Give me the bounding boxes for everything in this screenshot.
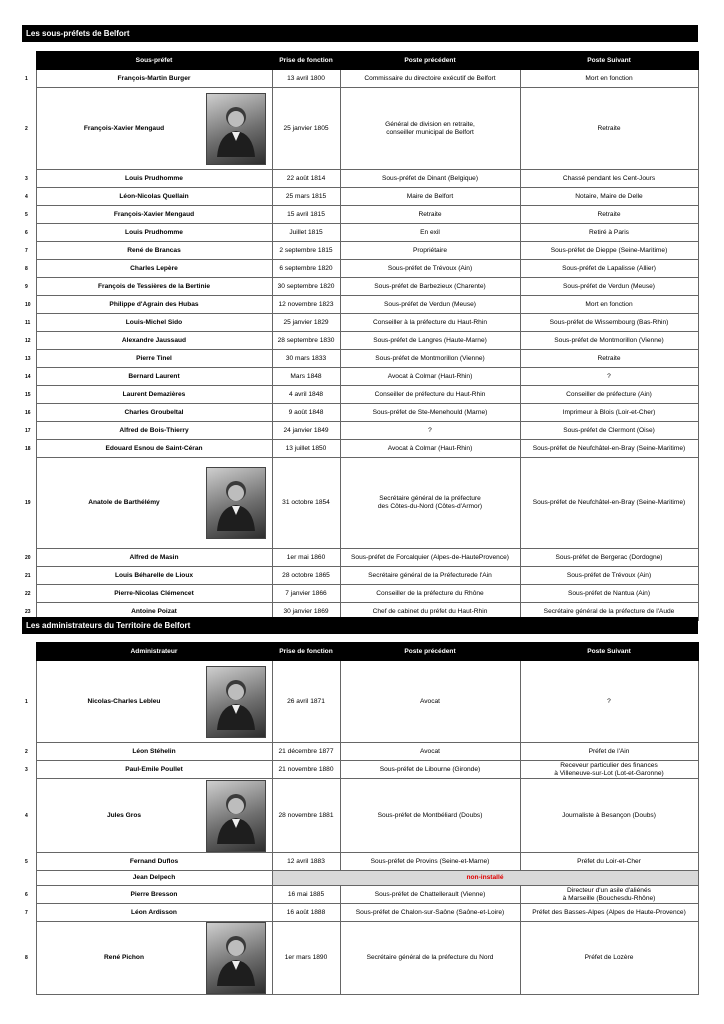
date-cell: 16 août 1888 (272, 904, 340, 922)
status-note: non-installé (272, 871, 698, 886)
date-cell: 28 septembre 1830 (272, 332, 340, 350)
table-row (22, 332, 698, 350)
table-row (22, 853, 698, 871)
row-number: 4 (25, 193, 28, 200)
next-post-cell: Sous-préfet de Nantua (Ain) (520, 585, 698, 603)
sous-prefets-table (22, 51, 699, 621)
previous-post-cell: Propriétaire (340, 242, 520, 260)
date-cell: Juillet 1815 (272, 224, 340, 242)
person-name: Louis-Michel Sido (36, 314, 272, 332)
date-cell: 7 janvier 1866 (272, 585, 340, 603)
previous-post-cell: Sous-préfet de Montbéliard (Doubs) (340, 779, 520, 853)
portrait-image (206, 780, 266, 852)
next-post-cell: Conseiller de préfecture (Ain) (520, 386, 698, 404)
date-cell: 22 août 1814 (272, 170, 340, 188)
date-cell: 12 avril 1883 (272, 853, 340, 871)
person-name: François de Tessières de la Bertinie (36, 278, 272, 296)
person-name: Nicolas-Charles Lebleu (87, 697, 161, 705)
next-post-cell: ? (520, 368, 698, 386)
row-number: 11 (25, 319, 31, 326)
row-number: 21 (25, 572, 31, 579)
row-number: 15 (25, 391, 31, 398)
previous-post-cell: Sous-préfet de Forcalquier (Alpes-de-HauteProvence) (340, 549, 520, 567)
next-post-cell: Sous-préfet de Montmorillon (Vienne) (520, 332, 698, 350)
previous-post-cell: Sous-préfet de Barbezieux (Charente) (340, 278, 520, 296)
header-prise-de-fonction: Prise de fonction (272, 52, 340, 70)
person-name: Pierre Bresson (36, 886, 272, 904)
person-name: Alexandre Jaussaud (36, 332, 272, 350)
next-post-cell: Sous-préfet de Bergerac (Dordogne) (520, 549, 698, 567)
row-number: 2 (25, 125, 28, 132)
table-row (22, 585, 698, 603)
next-post-cell: Préfet de Lozère (520, 922, 698, 995)
person-name: Charles Groubeltal (36, 404, 272, 422)
next-post-cell: Secrétaire général de la préfecture de l'Aude (520, 603, 698, 621)
next-post-cell: ? (520, 661, 698, 743)
next-post-cell: Retraite (520, 350, 698, 368)
next-post-cell: Mort en fonction (520, 296, 698, 314)
previous-post-cell: Avocat à Colmar (Haut-Rhin) (340, 440, 520, 458)
row-number: 1 (25, 698, 28, 705)
date-cell: 13 juillet 1850 (272, 440, 340, 458)
table-row (22, 458, 698, 549)
table-row (22, 871, 698, 886)
row-number: 9 (25, 283, 28, 290)
table-row (22, 242, 698, 260)
previous-post-cell: Maire de Belfort (340, 188, 520, 206)
table-row (22, 314, 698, 332)
next-post-cell: Sous-préfet de Trévoux (Ain) (520, 567, 698, 585)
person-name: Louis Prudhomme (36, 170, 272, 188)
row-number: 8 (25, 265, 28, 272)
header-administrateur: Administrateur (36, 643, 272, 661)
row-number: 3 (25, 766, 28, 773)
header-prise-de-fonction: Prise de fonction (272, 643, 340, 661)
next-post-cell: Directeur d'un asile d'aliénés à Marseille (Bouchesdu-Rhône) (520, 886, 698, 904)
date-cell: 21 novembre 1880 (272, 761, 340, 779)
person-name: Fernand Duflos (36, 853, 272, 871)
portrait-image (206, 922, 266, 994)
person-name: François-Xavier Mengaud (36, 206, 272, 224)
table-row (22, 170, 698, 188)
date-cell: 30 septembre 1820 (272, 278, 340, 296)
previous-post-cell: Sous-préfet de Montmorillon (Vienne) (340, 350, 520, 368)
person-name: Philippe d'Agrain des Hubas (36, 296, 272, 314)
previous-post-cell: Secrétaire général de la préfecture du Nord (340, 922, 520, 995)
table-row (22, 661, 698, 743)
person-name: Charles Lepère (36, 260, 272, 278)
date-cell: Mars 1848 (272, 368, 340, 386)
previous-post-cell: Sous-préfet de Chattellerault (Vienne) (340, 886, 520, 904)
date-cell: 12 novembre 1823 (272, 296, 340, 314)
header-poste-precedent: Poste précédent (340, 52, 520, 70)
next-post-cell: Retraite (520, 206, 698, 224)
person-name: Léon-Nicolas Quellain (36, 188, 272, 206)
previous-post-cell: Sous-préfet de Verdun (Meuse) (340, 296, 520, 314)
previous-post-cell: Secrétaire général de la préfecture des Côtes-du-Nord (Côtes-d'Armor) (340, 458, 520, 549)
person-name: René Pichon (104, 954, 144, 961)
portrait-image (206, 467, 266, 539)
person-name: Antoine Poizat (36, 603, 272, 621)
date-cell: 13 avril 1800 (272, 70, 340, 88)
header-sous-prefet: Sous-préfet (36, 52, 272, 70)
next-post-cell: Retiré à Paris (520, 224, 698, 242)
date-cell: 26 avril 1871 (272, 661, 340, 743)
previous-post-cell: Conseiller à la préfecture du Haut-Rhin (340, 314, 520, 332)
date-cell: 6 septembre 1820 (272, 260, 340, 278)
row-number: 19 (25, 500, 31, 506)
next-post-cell: Sous-préfet de Lapalisse (Allier) (520, 260, 698, 278)
previous-post-cell: Conseiller de la préfecture du Rhône (340, 585, 520, 603)
date-cell: 15 avril 1815 (272, 206, 340, 224)
person-name: Jules Gros (106, 811, 142, 819)
previous-post-cell: Sous-préfet de Provins (Seine-et-Marne) (340, 853, 520, 871)
section-title-administrateurs: Les administrateurs du Territoire de Belfort (22, 617, 698, 634)
next-post-cell: Sous-préfet de Neufchâtel-en-Bray (Seine-Maritime) (520, 458, 698, 549)
previous-post-cell: Sous-préfet de Chalon-sur-Saône (Saône-et-Loire) (340, 904, 520, 922)
table-row (22, 278, 698, 296)
person-name: Louis Prudhomme (36, 224, 272, 242)
date-cell: 16 mai 1885 (272, 886, 340, 904)
table-row (22, 922, 698, 995)
table-row (22, 404, 698, 422)
table-row (22, 350, 698, 368)
previous-post-cell: ? (340, 422, 520, 440)
previous-post-cell: Conseiller de préfecture du Haut-Rhin (340, 386, 520, 404)
next-post-cell: Préfet de l'Ain (520, 743, 698, 761)
row-number: 17 (25, 427, 31, 434)
person-name: Paul-Emile Poullet (36, 761, 272, 779)
next-post-cell: Préfet du Loir-et-Cher (520, 853, 698, 871)
previous-post-cell: En exil (340, 224, 520, 242)
next-post-cell: Chassé pendant les Cent-Jours (520, 170, 698, 188)
table-row (22, 549, 698, 567)
row-number: 2 (25, 748, 28, 755)
person-name: Léon Stéhelin (36, 743, 272, 761)
row-number: 18 (25, 445, 31, 452)
row-number: 13 (25, 355, 31, 362)
table-row (22, 779, 698, 853)
table-row (22, 70, 698, 88)
table-row (22, 440, 698, 458)
previous-post-cell: Secrétaire général de la Préfecturede l'Ain (340, 567, 520, 585)
next-post-cell: Receveur particulier des finances à Villeneuve-sur-Lot (Lot-et-Garonne) (520, 761, 698, 779)
row-number: 23 (25, 608, 31, 615)
next-post-cell: Imprimeur à Blois (Loir-et-Cher) (520, 404, 698, 422)
next-post-cell: Notaire, Maire de Delle (520, 188, 698, 206)
previous-post-cell: Retraite (340, 206, 520, 224)
date-cell: 1er mai 1860 (272, 549, 340, 567)
date-cell: 28 novembre 1881 (272, 779, 340, 853)
next-post-cell: Sous-préfet de Clermont (Oise) (520, 422, 698, 440)
row-number: 5 (25, 858, 28, 865)
date-cell: 9 août 1848 (272, 404, 340, 422)
next-post-cell: Retraite (520, 88, 698, 170)
row-number: 10 (25, 301, 31, 308)
portrait-image (206, 93, 266, 165)
row-number: 5 (25, 211, 28, 218)
table-row (22, 567, 698, 585)
table-row (22, 761, 698, 779)
row-number: 6 (25, 891, 28, 898)
date-cell: 30 mars 1833 (272, 350, 340, 368)
row-number: 3 (25, 175, 28, 182)
previous-post-cell: Sous-préfet de Ste-Menehould (Marne) (340, 404, 520, 422)
date-cell: 30 janvier 1869 (272, 603, 340, 621)
date-cell: 31 octobre 1854 (272, 458, 340, 549)
table-row (22, 260, 698, 278)
date-cell: 21 décembre 1877 (272, 743, 340, 761)
person-name: Léon Ardisson (36, 904, 272, 922)
previous-post-cell: Sous-préfet de Libourne (Gironde) (340, 761, 520, 779)
row-number: 7 (25, 909, 28, 916)
previous-post-cell: Avocat (340, 661, 520, 743)
row-number: 8 (25, 955, 28, 961)
table-row (22, 886, 698, 904)
row-number: 14 (25, 373, 31, 380)
person-name: Louis Béharelle de Lioux (36, 567, 272, 585)
header-poste-precedent: Poste précédent (340, 643, 520, 661)
person-name: Alfred de Bois-Thierry (36, 422, 272, 440)
next-post-cell: Sous-préfet de Dieppe (Seine-Maritime) (520, 242, 698, 260)
date-cell: 4 avril 1848 (272, 386, 340, 404)
date-cell: 24 janvier 1849 (272, 422, 340, 440)
table-row (22, 904, 698, 922)
row-number: 4 (25, 812, 28, 819)
previous-post-cell: Chef de cabinet du préfet du Haut-Rhin (340, 603, 520, 621)
row-number: 6 (25, 229, 28, 236)
table-row (22, 422, 698, 440)
person-name: Pierre-Nicolas Clémencet (36, 585, 272, 603)
date-cell: 25 janvier 1805 (272, 88, 340, 170)
header-poste-suivant: Poste Suivant (520, 643, 698, 661)
person-name: François-Xavier Mengaud (83, 124, 165, 132)
portrait-image (206, 666, 266, 738)
person-name: René de Brancas (36, 242, 272, 260)
previous-post-cell: Sous-préfet de Langres (Haute-Marne) (340, 332, 520, 350)
next-post-cell: Sous-préfet de Verdun (Meuse) (520, 278, 698, 296)
previous-post-cell: Sous-préfet de Trévoux (Ain) (340, 260, 520, 278)
next-post-cell: Mort en fonction (520, 70, 698, 88)
row-number: 7 (25, 247, 28, 254)
row-number (22, 871, 36, 886)
previous-post-cell: Commissaire du directoire exécutif de Belfort (340, 70, 520, 88)
next-post-cell: Journaliste à Besançon (Doubs) (520, 779, 698, 853)
previous-post-cell: Avocat à Colmar (Haut-Rhin) (340, 368, 520, 386)
row-number: 16 (25, 409, 31, 416)
table-row (22, 88, 698, 170)
person-name: Laurent Demazières (36, 386, 272, 404)
date-cell: 25 mars 1815 (272, 188, 340, 206)
row-number: 20 (25, 554, 31, 561)
previous-post-cell: Avocat (340, 743, 520, 761)
table-row (22, 296, 698, 314)
next-post-cell: Préfet des Basses-Alpes (Alpes de Haute-Provence) (520, 904, 698, 922)
row-number: 12 (25, 337, 31, 344)
table-row (22, 188, 698, 206)
person-name: Bernard Laurent (36, 368, 272, 386)
person-name: Jean Delpech (36, 871, 272, 886)
table-row (22, 224, 698, 242)
next-post-cell: Sous-préfet de Neufchâtel-en-Bray (Seine-Maritime) (520, 440, 698, 458)
section-title-sous-prefets: Les sous-préfets de Belfort (22, 25, 698, 42)
row-number: 22 (25, 590, 31, 597)
table-row (22, 368, 698, 386)
table-row (22, 206, 698, 224)
person-name: Pierre Tinel (36, 350, 272, 368)
previous-post-cell: Sous-préfet de Dinant (Belgique) (340, 170, 520, 188)
date-cell: 25 janvier 1829 (272, 314, 340, 332)
row-number: 1 (25, 75, 28, 82)
person-name: François-Martin Burger (36, 70, 272, 88)
previous-post-cell: Général de division en retraite, conseiller municipal de Belfort (340, 88, 520, 170)
header-poste-suivant: Poste Suivant (520, 52, 698, 70)
person-name: Edouard Esnou de Saint-Céran (36, 440, 272, 458)
administrateurs-table (22, 642, 699, 995)
person-name: Alfred de Masin (36, 549, 272, 567)
person-name: Anatole de Barthélémy (88, 499, 160, 506)
date-cell: 1er mars 1890 (272, 922, 340, 995)
date-cell: 2 septembre 1815 (272, 242, 340, 260)
next-post-cell: Sous-préfet de Wissembourg (Bas-Rhin) (520, 314, 698, 332)
table-row (22, 743, 698, 761)
table-row (22, 386, 698, 404)
date-cell: 28 octobre 1865 (272, 567, 340, 585)
